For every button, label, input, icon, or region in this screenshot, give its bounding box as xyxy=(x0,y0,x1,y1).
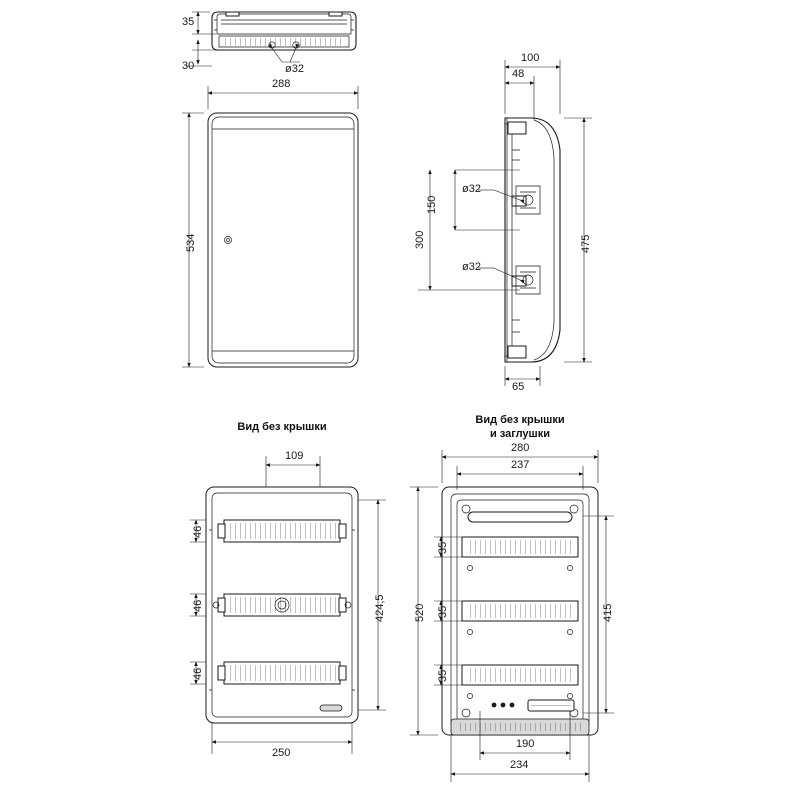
dim-label-100: 100 xyxy=(521,52,540,64)
view-front-no-cover xyxy=(190,456,386,754)
dim-label-35-a: 35 xyxy=(437,541,449,554)
dim-label-534: 534 xyxy=(185,233,197,252)
view-top-section xyxy=(186,12,356,66)
caption-no-plug-line1: Вид без крышки xyxy=(475,414,565,426)
dim-label-46-a: 46 xyxy=(192,525,204,538)
dim-label-35-top: 35 xyxy=(182,16,195,28)
dim-label-dia32-side-1: ø32 xyxy=(462,183,481,195)
dim-label-65: 65 xyxy=(512,381,525,393)
dim-label-237: 237 xyxy=(511,459,530,471)
dim-label-30-top: 30 xyxy=(182,60,195,72)
dim-label-35-c: 35 xyxy=(437,669,449,682)
dim-label-150: 150 xyxy=(426,195,438,214)
dim-label-48: 48 xyxy=(512,68,525,80)
view-side-section xyxy=(418,60,592,386)
caption-front-no-cover-line1: Вид без крышки xyxy=(237,421,327,433)
dim-label-190: 190 xyxy=(516,738,535,750)
dim-label-520: 520 xyxy=(414,603,426,622)
caption-front-no-cover xyxy=(205,421,359,435)
dim-label-424-5: 424,5 xyxy=(374,594,386,622)
caption-front-no-cover-no-plug xyxy=(443,414,597,442)
dim-label-109: 109 xyxy=(285,450,304,462)
dim-label-280: 280 xyxy=(511,442,530,454)
dim-label-46-b: 46 xyxy=(192,599,204,612)
dim-label-234: 234 xyxy=(510,759,529,771)
dim-label-dia32-side-2: ø32 xyxy=(462,261,481,273)
dim-label-288: 288 xyxy=(272,78,291,90)
dim-label-250: 250 xyxy=(272,747,291,759)
dim-label-46-c: 46 xyxy=(192,667,204,680)
view-front-with-cover xyxy=(182,86,358,367)
dim-label-475: 475 xyxy=(580,234,592,253)
dim-label-300: 300 xyxy=(414,230,426,249)
dim-label-415: 415 xyxy=(602,603,614,622)
caption-no-plug-line2: и заглушки xyxy=(490,427,550,440)
dim-label-35-b: 35 xyxy=(437,605,449,618)
dim-label-dia32-top: ø32 xyxy=(285,63,304,75)
